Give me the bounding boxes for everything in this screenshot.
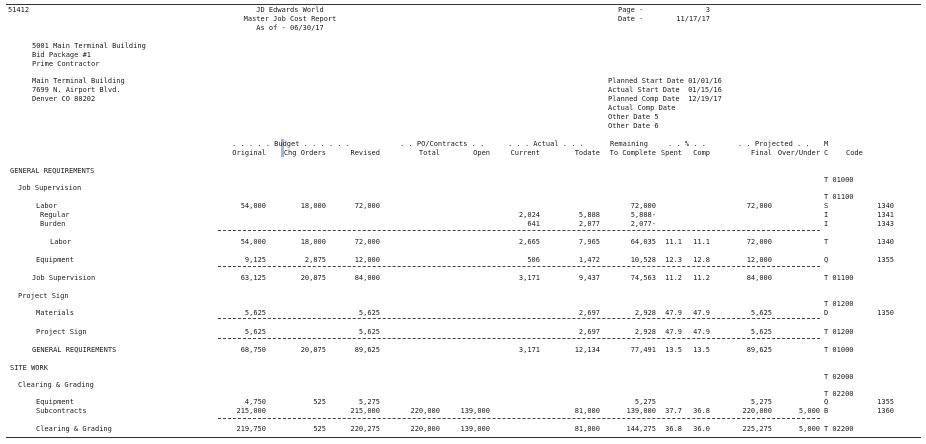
- cell-code: 1360: [877, 407, 894, 415]
- row-label: GENERAL REQUIREMENTS: [32, 346, 117, 354]
- cell-to-complete: 139,000: [626, 407, 656, 415]
- cell-revised: 72,000: [354, 202, 380, 210]
- actual-comp-date: Actual Comp Date: [608, 104, 676, 112]
- actual-group-header: . . . Actual . . .: [508, 140, 584, 148]
- col-c: C: [824, 149, 829, 157]
- cell-to-complete: 2,928: [634, 328, 656, 336]
- cell-spent: 12.3: [665, 256, 682, 264]
- cell-final: 72,000: [746, 238, 772, 246]
- row-label: Clearing & Grading: [36, 425, 112, 433]
- mc-code: T 01200: [824, 328, 854, 336]
- address-line-3: Denver CO 80202: [32, 95, 96, 103]
- cell-todate: 2,077: [578, 220, 600, 228]
- print-date: 11/17/17: [676, 15, 710, 23]
- total-rule: [218, 418, 820, 419]
- cell-code: 1355: [877, 398, 894, 406]
- row-label: Equipment: [36, 398, 74, 406]
- row-label: Materials: [36, 309, 74, 317]
- cell-to-complete: 64,035: [630, 238, 656, 246]
- mc-code: D: [824, 309, 829, 317]
- cell-revised: 12,000: [354, 256, 380, 264]
- cell-code: 1341: [877, 211, 894, 219]
- mc-code: S: [824, 202, 829, 210]
- cell-original: 219,750: [236, 425, 266, 433]
- cell-comp: 36.8: [693, 407, 710, 415]
- cell-comp: 13.5: [693, 346, 710, 354]
- cell-todate: 2,697: [578, 328, 600, 336]
- cell-final: 5,625: [750, 328, 772, 336]
- total-rule: [218, 338, 820, 339]
- as-of-date: As of - 06/30/17: [256, 24, 324, 32]
- cell-original: 63,125: [240, 274, 266, 282]
- other-date-6: Other Date 6: [608, 122, 659, 130]
- cell-chg-orders: 20,875: [300, 346, 326, 354]
- col-open: Open: [473, 149, 490, 157]
- budget-group-header: . . . . . Budget . . . . . .: [232, 140, 351, 148]
- address-line-1: Main Terminal Building: [32, 77, 125, 85]
- cell-current: 641: [527, 220, 540, 228]
- cell-original: 215,000: [236, 407, 266, 415]
- cell-to-complete: 144,275: [626, 425, 656, 433]
- cell-spent: 47.9: [665, 328, 682, 336]
- cell-final: 84,000: [746, 274, 772, 282]
- cell-comp: 47.9: [693, 328, 710, 336]
- report-id: 51412: [8, 6, 30, 14]
- cell-spent: 11.1: [665, 238, 682, 246]
- cell-chg-orders: 20,875: [300, 274, 326, 282]
- cell-todate: 9,437: [578, 274, 600, 282]
- mc-code: T 02200: [824, 425, 854, 433]
- cell-original: 5,625: [244, 309, 266, 317]
- cell-to-complete: 74,563: [630, 274, 656, 282]
- cell-revised: 89,625: [354, 346, 380, 354]
- cell-spent: 11.2: [665, 274, 682, 282]
- row-label: Project Sign: [36, 328, 87, 336]
- actual-start-date: Actual Start Date 01/15/16: [608, 86, 722, 94]
- col-total: Total: [418, 149, 440, 157]
- mc-code: T 01100: [824, 193, 854, 201]
- projected-group-header: . . Projected . .: [738, 140, 810, 148]
- cell-todate: 7,965: [578, 238, 600, 246]
- planned-start-date: Planned Start Date 01/01/16: [608, 77, 722, 85]
- cell-to-complete: 5,275: [634, 398, 656, 406]
- cell-open: 139,000: [460, 425, 490, 433]
- row-label: GENERAL REQUIREMENTS: [10, 167, 95, 175]
- cell-over-under: 5,000: [798, 407, 820, 415]
- col-original: Original: [232, 149, 266, 157]
- mc-code: I: [824, 211, 829, 219]
- cell-code: 1340: [877, 202, 894, 210]
- col-comp: Comp: [693, 149, 710, 157]
- cell-revised: 72,000: [354, 238, 380, 246]
- cell-chg-orders: 18,000: [300, 238, 326, 246]
- m-group-header: M: [824, 140, 829, 148]
- cell-comp: 11.1: [693, 238, 710, 246]
- cell-todate: 5,888: [578, 211, 600, 219]
- cell-original: 9,125: [244, 256, 266, 264]
- row-label: Project Sign: [18, 292, 69, 300]
- cell-final: 89,625: [746, 346, 772, 354]
- mc-code: T 02200: [824, 390, 854, 398]
- cell-total: 220,000: [410, 425, 440, 433]
- cell-todate: 81,000: [574, 407, 600, 415]
- total-rule: [218, 230, 820, 231]
- cell-original: 68,750: [240, 346, 266, 354]
- mc-code: T 01100: [824, 274, 854, 282]
- cell-comp: 12.8: [693, 256, 710, 264]
- cell-todate: 12,134: [574, 346, 600, 354]
- cell-revised: 84,000: [354, 274, 380, 282]
- cell-code: 1350: [877, 309, 894, 317]
- cell-original: 4,750: [244, 398, 266, 406]
- col-revised: Revised: [350, 149, 380, 157]
- row-label: Labor: [36, 202, 58, 210]
- row-label: Subcontracts: [36, 407, 87, 415]
- row-label: Burden: [40, 220, 66, 228]
- total-rule: [218, 318, 820, 319]
- cell-final: 5,275: [750, 398, 772, 406]
- cell-over-under: 5,000: [798, 425, 820, 433]
- cell-original: 54,000: [240, 238, 266, 246]
- mc-code: T 01000: [824, 176, 854, 184]
- report-title: Master Job Cost Report: [243, 15, 337, 23]
- company-name: JD Edwards World: [256, 6, 324, 14]
- cell-spent: 13.5: [665, 346, 682, 354]
- project-line-1: 5001 Main Terminal Building: [32, 42, 146, 50]
- po-group-header: . . PO/Contracts . .: [400, 140, 485, 148]
- mc-code: T 02000: [824, 373, 854, 381]
- cell-current: 3,171: [518, 274, 540, 282]
- cell-final: 225,275: [742, 425, 772, 433]
- col-spent: Spent: [660, 149, 682, 157]
- row-label: SITE WORK: [10, 364, 48, 372]
- top-rule: [6, 4, 921, 5]
- cell-to-complete: 10,528: [630, 256, 656, 264]
- cell-comp: 36.0: [693, 425, 710, 433]
- address-line-2: 7699 N. Airport Blvd.: [32, 86, 121, 94]
- cell-spent: 36.8: [665, 425, 682, 433]
- row-label: Clearing & Grading: [18, 381, 94, 389]
- total-rule: [218, 266, 820, 267]
- mc-code: Q: [824, 398, 829, 406]
- row-label: Labor: [50, 238, 72, 246]
- cell-spent: 37.7: [665, 407, 682, 415]
- cell-todate: 2,697: [578, 309, 600, 317]
- planned-comp-date: Planned Comp Date 12/19/17: [608, 95, 722, 103]
- col-to-complete: To Complete: [609, 149, 656, 157]
- other-date-5: Other Date 5: [608, 113, 659, 121]
- col-chg-orders: Chg Orders: [283, 149, 326, 157]
- cell-revised: 215,000: [350, 407, 380, 415]
- cell-comp: 11.2: [693, 274, 710, 282]
- cell-final: 5,625: [750, 309, 772, 317]
- cell-code: 1343: [877, 220, 894, 228]
- project-line-2: Bid Package #1: [32, 51, 92, 59]
- cell-revised: 5,625: [358, 328, 380, 336]
- cell-spent: 47.9: [665, 309, 682, 317]
- project-line-3: Prime Contractor: [32, 60, 100, 68]
- cell-current: 3,171: [518, 346, 540, 354]
- cell-comp: 47.9: [693, 309, 710, 317]
- row-label: Job Supervision: [18, 184, 82, 192]
- mc-code: I: [824, 220, 829, 228]
- row-label: Regular: [40, 211, 70, 219]
- cell-original: 54,000: [240, 202, 266, 210]
- mc-code: T 01200: [824, 300, 854, 308]
- cell-chg-orders: 525: [313, 425, 326, 433]
- cell-todate: 81,000: [574, 425, 600, 433]
- cell-chg-orders: 525: [313, 398, 326, 406]
- mc-code: T 01000: [824, 346, 854, 354]
- cell-chg-orders: 18,000: [300, 202, 326, 210]
- cell-to-complete: 2,077-: [630, 220, 656, 228]
- col-over-under: Over/Under: [777, 149, 820, 157]
- col-code: Code: [846, 149, 863, 157]
- bottom-rule: [6, 437, 921, 438]
- cell-total: 220,000: [410, 407, 440, 415]
- cell-final: 12,000: [746, 256, 772, 264]
- page-label: Page -: [618, 6, 644, 14]
- mc-code: B: [824, 407, 829, 415]
- cell-current: 2,665: [518, 238, 540, 246]
- cell-to-complete: 72,000: [630, 202, 656, 210]
- cell-open: 139,000: [460, 407, 490, 415]
- cell-revised: 5,275: [358, 398, 380, 406]
- cell-final: 72,000: [746, 202, 772, 210]
- remaining-group-header: Remaining: [610, 140, 648, 148]
- cell-to-complete: 2,928: [634, 309, 656, 317]
- col-current: Current: [510, 149, 540, 157]
- cell-code: 1340: [877, 238, 894, 246]
- cell-revised: 220,275: [350, 425, 380, 433]
- cell-to-complete: 5,888-: [630, 211, 656, 219]
- cell-chg-orders: 2,875: [304, 256, 326, 264]
- row-label: Job Supervision: [32, 274, 96, 282]
- cell-code: 1355: [877, 256, 894, 264]
- page-number: 3: [705, 6, 710, 14]
- cell-original: 5,625: [244, 328, 266, 336]
- row-label: Equipment: [36, 256, 74, 264]
- col-final: Final: [750, 149, 772, 157]
- percent-group-header: . . % . .: [668, 140, 706, 148]
- col-todate: Todate: [574, 149, 600, 157]
- cell-current: 506: [527, 256, 540, 264]
- date-label: Date -: [618, 15, 644, 23]
- cell-current: 2,024: [518, 211, 540, 219]
- cell-revised: 5,625: [358, 309, 380, 317]
- cell-todate: 1,472: [578, 256, 600, 264]
- cell-to-complete: 77,491: [630, 346, 656, 354]
- cell-final: 220,000: [742, 407, 772, 415]
- mc-code: T: [824, 238, 829, 246]
- mc-code: Q: [824, 256, 829, 264]
